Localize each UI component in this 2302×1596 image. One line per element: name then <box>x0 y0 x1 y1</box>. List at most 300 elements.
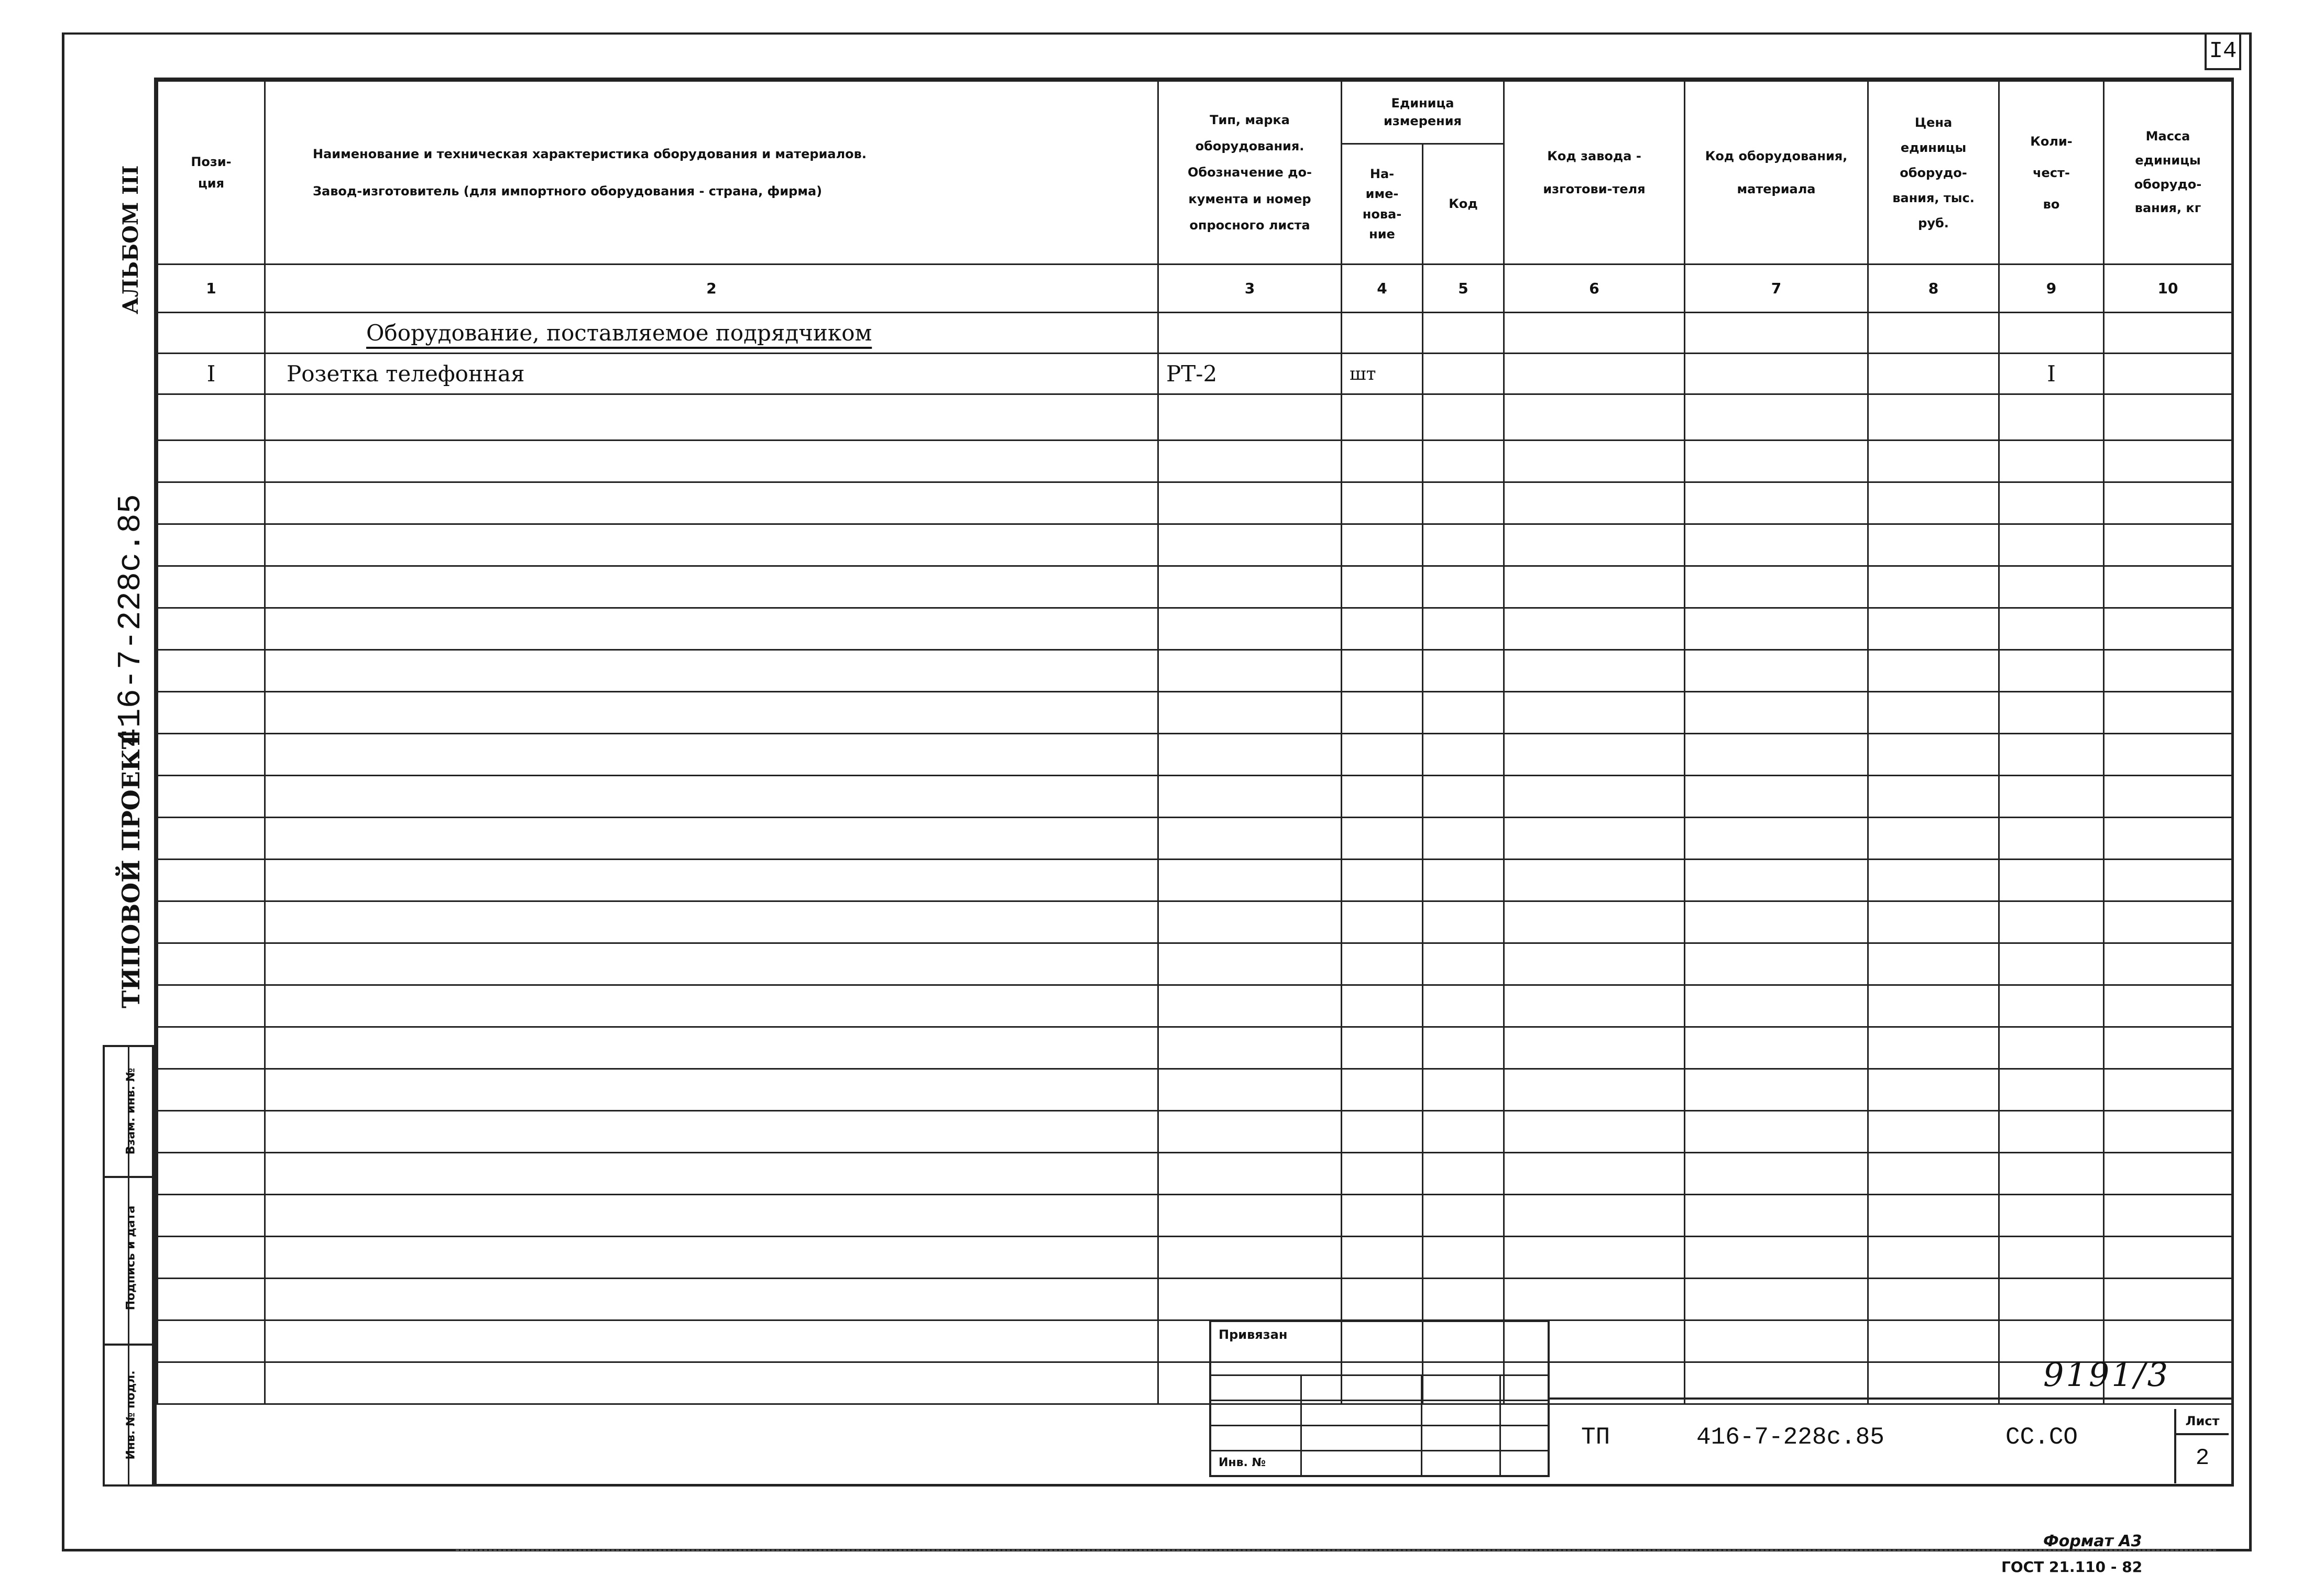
row-unit-code <box>1423 354 1504 394</box>
table-cell <box>158 1320 265 1362</box>
table-cell <box>1423 524 1504 566</box>
row-mass <box>2104 354 2232 394</box>
table-cell <box>158 1153 265 1195</box>
row-item-code <box>1685 354 1868 394</box>
table-cell <box>265 776 1158 818</box>
empty-rows <box>158 394 2232 1404</box>
sheet-label: Лист <box>2176 1409 2229 1435</box>
table-row <box>158 985 2232 1027</box>
table-cell <box>2104 985 2232 1027</box>
table-cell <box>1423 943 1504 985</box>
table-cell <box>1504 1237 1685 1279</box>
table-cell <box>2104 650 2232 692</box>
table-cell <box>1504 482 1685 524</box>
table-cell <box>1999 482 2104 524</box>
table-cell <box>1999 692 2104 734</box>
table-cell <box>265 1153 1158 1195</box>
format-label: Формат А3 <box>2043 1532 2142 1550</box>
table-cell <box>1342 818 1423 860</box>
table-cell <box>2104 1279 2232 1320</box>
table-cell <box>2104 566 2232 608</box>
table-cell <box>158 901 265 943</box>
table-cell <box>1504 1069 1685 1111</box>
table-cell <box>1504 566 1685 608</box>
table-cell <box>1158 818 1342 860</box>
table-cell <box>265 441 1158 482</box>
table-cell <box>1868 901 1999 943</box>
table-cell <box>1158 394 1342 441</box>
table-row <box>158 394 2232 441</box>
header-row-1 <box>158 81 2232 144</box>
table-cell <box>158 692 265 734</box>
colnum-3: 3 <box>1158 265 1342 313</box>
table-cell <box>1504 776 1685 818</box>
table-cell <box>1999 985 2104 1027</box>
table-cell <box>1158 1111 1342 1153</box>
table-row <box>158 1279 2232 1320</box>
table-cell <box>158 608 265 650</box>
table-cell <box>1342 1153 1423 1195</box>
row-qty: I <box>1999 354 2104 394</box>
table-cell <box>1868 1237 1999 1279</box>
table-cell <box>1685 394 1868 441</box>
table-cell <box>1158 650 1342 692</box>
sheet-box <box>2174 1409 2229 1483</box>
table-cell <box>1158 441 1342 482</box>
table-cell <box>265 943 1158 985</box>
table-cell <box>1158 985 1342 1027</box>
table-cell <box>1685 1195 1868 1237</box>
table-cell <box>2104 860 2232 901</box>
table-cell <box>2104 394 2232 441</box>
stamp-label-sign-date: Подпись и дата <box>124 1205 138 1311</box>
table-cell <box>1685 1111 1868 1153</box>
table-cell <box>265 860 1158 901</box>
stamp-label-replace-inv: Взам. инв. № <box>124 1067 138 1155</box>
sheet-number: I4 <box>2205 32 2241 70</box>
table-cell <box>1342 566 1423 608</box>
table-cell <box>158 1027 265 1069</box>
table-cell <box>1423 1195 1504 1237</box>
row-price <box>1868 354 1999 394</box>
table-cell <box>1685 1237 1868 1279</box>
table-cell <box>265 524 1158 566</box>
stamp-column <box>103 1045 154 1487</box>
cut-line <box>456 1549 2216 1551</box>
table-cell <box>2104 901 2232 943</box>
table-cell <box>1158 734 1342 776</box>
table-cell <box>2104 692 2232 734</box>
table-cell <box>158 734 265 776</box>
stamp-label-inv-orig: Инв. № подл. <box>124 1370 138 1460</box>
table-cell <box>1868 1279 1999 1320</box>
table-cell <box>265 1069 1158 1111</box>
table-cell <box>1868 524 1999 566</box>
table-cell <box>1342 1195 1423 1237</box>
table-cell <box>158 818 265 860</box>
table-row <box>158 901 2232 943</box>
table-cell <box>1342 860 1423 901</box>
table-cell <box>1158 608 1342 650</box>
table-cell <box>1868 1111 1999 1153</box>
table-row <box>158 650 2232 692</box>
table-cell <box>1423 901 1504 943</box>
table-cell <box>1868 818 1999 860</box>
table-cell <box>1685 985 1868 1027</box>
table-cell <box>1158 1153 1342 1195</box>
stamp-cell-inv <box>105 1346 152 1487</box>
table-cell <box>158 394 265 441</box>
table-cell <box>1685 692 1868 734</box>
table-cell <box>1868 441 1999 482</box>
handwritten-number: 9191/3 <box>2043 1356 2171 1394</box>
table-cell <box>1158 482 1342 524</box>
table-cell <box>1504 608 1685 650</box>
table-cell <box>1868 566 1999 608</box>
table-cell <box>1504 734 1685 776</box>
table-cell <box>1999 943 2104 985</box>
table-cell <box>1999 1111 2104 1153</box>
table-cell <box>1685 734 1868 776</box>
table-row <box>158 1237 2232 1279</box>
table-row <box>158 734 2232 776</box>
table-cell <box>1423 818 1504 860</box>
table-cell <box>1504 1279 1685 1320</box>
table-cell <box>158 860 265 901</box>
table-cell <box>265 901 1158 943</box>
doc-mark: СС.СО <box>2005 1424 2078 1451</box>
header-position: Пози- ция <box>158 81 265 265</box>
table-cell <box>158 1237 265 1279</box>
table-cell <box>158 441 265 482</box>
table-cell <box>2104 1111 2232 1153</box>
section-row <box>158 313 2232 354</box>
table-cell <box>1504 818 1685 860</box>
table-cell <box>1999 394 2104 441</box>
table-cell <box>1423 482 1504 524</box>
table-cell <box>1685 1153 1868 1195</box>
table-cell <box>2104 1069 2232 1111</box>
table-cell <box>1999 524 2104 566</box>
header-name-line2: Завод-изготовитель (для импортного оборудования - страна, фирма) <box>313 183 823 199</box>
table-cell <box>1868 943 1999 985</box>
table-cell <box>1158 776 1342 818</box>
table-cell <box>1868 650 1999 692</box>
table-cell <box>1504 1153 1685 1195</box>
table-cell <box>158 482 265 524</box>
table-cell <box>1423 1153 1504 1195</box>
table-cell <box>265 650 1158 692</box>
table-row <box>158 482 2232 524</box>
table-row <box>158 1069 2232 1111</box>
table-cell <box>1342 608 1423 650</box>
table-cell <box>1504 1027 1685 1069</box>
table-cell <box>1158 860 1342 901</box>
table-cell <box>1999 818 2104 860</box>
table-cell <box>1423 985 1504 1027</box>
table-row <box>158 524 2232 566</box>
table-cell <box>1342 985 1423 1027</box>
colnum-4: 4 <box>1342 265 1423 313</box>
table-row <box>158 818 2232 860</box>
table-cell <box>2104 482 2232 524</box>
table-cell <box>1504 985 1685 1027</box>
header-qty: Коли-чест-во <box>1999 81 2104 265</box>
table-cell <box>1423 1111 1504 1153</box>
table-cell <box>1158 943 1342 985</box>
table-cell <box>1685 860 1868 901</box>
table-cell <box>265 1237 1158 1279</box>
table-cell <box>1423 650 1504 692</box>
spine-project-type: ТИПОВОЙ ПРОЕКТ <box>117 731 145 1008</box>
table-cell <box>1342 776 1423 818</box>
table-cell <box>1685 650 1868 692</box>
table-cell <box>1999 566 2104 608</box>
table-cell <box>1504 1195 1685 1237</box>
table-cell <box>1342 901 1423 943</box>
title-strip <box>1550 1397 2234 1487</box>
stamp-cell-sign <box>105 1178 152 1346</box>
table-cell <box>1342 692 1423 734</box>
header-unit-name: На-име-нова-ние <box>1342 144 1423 265</box>
row-maker-code <box>1504 354 1685 394</box>
table-cell <box>1999 776 2104 818</box>
header-item-code: Код оборудования, материала <box>1685 81 1868 265</box>
row-type: РТ-2 <box>1158 354 1342 394</box>
table-row <box>158 1320 2232 1362</box>
table-cell <box>1423 441 1504 482</box>
colnum-6: 6 <box>1504 265 1685 313</box>
table-cell <box>1423 1069 1504 1111</box>
table-cell <box>1504 1111 1685 1153</box>
spine-project-code: 416-7-228с.85 <box>112 494 149 747</box>
table-cell <box>1423 566 1504 608</box>
table-cell <box>265 985 1158 1027</box>
table-cell <box>1999 608 2104 650</box>
table-cell <box>1685 901 1868 943</box>
table-cell <box>265 692 1158 734</box>
table-cell <box>158 1279 265 1320</box>
table-cell <box>1685 441 1868 482</box>
table-cell <box>1868 776 1999 818</box>
table-cell <box>1868 692 1999 734</box>
table-cell <box>1999 650 2104 692</box>
table-cell <box>1158 1069 1342 1111</box>
table-cell <box>158 1111 265 1153</box>
table-cell <box>265 1362 1158 1404</box>
table-cell <box>1504 943 1685 985</box>
table-cell <box>1685 1027 1868 1069</box>
table-cell <box>1158 901 1342 943</box>
colnum-8: 8 <box>1868 265 1999 313</box>
table-row <box>158 776 2232 818</box>
row-unit: шт <box>1342 354 1423 394</box>
table-cell <box>1342 1111 1423 1153</box>
colnum-5: 5 <box>1423 265 1504 313</box>
colnum-10: 10 <box>2104 265 2232 313</box>
table-cell <box>158 943 265 985</box>
tp-label: ТП <box>1581 1424 1610 1451</box>
header-price: Цена единицы оборудо-вания, тыс. руб. <box>1868 81 1999 265</box>
table-row <box>158 1027 2232 1069</box>
table-cell <box>265 1195 1158 1237</box>
table-cell <box>1868 985 1999 1027</box>
table-cell <box>1685 1279 1868 1320</box>
table-row <box>158 354 2232 394</box>
table-cell <box>1423 734 1504 776</box>
table-cell <box>1158 1195 1342 1237</box>
table-cell <box>265 1320 1158 1362</box>
table-cell <box>265 818 1158 860</box>
table-cell <box>1504 441 1685 482</box>
table-cell <box>1868 1027 1999 1069</box>
table-cell <box>1868 394 1999 441</box>
table-cell <box>1342 1279 1423 1320</box>
sheet-value: 2 <box>2195 1445 2210 1471</box>
table-cell <box>158 524 265 566</box>
header-unit-code: Код <box>1423 144 1504 265</box>
table-cell <box>1999 901 2104 943</box>
table-cell <box>1342 441 1423 482</box>
table-cell <box>1342 943 1423 985</box>
table-cell <box>1504 692 1685 734</box>
approved-box <box>1209 1320 1550 1477</box>
header-mass: Масса единицы оборудо-вания, кг <box>2104 81 2232 265</box>
colnum-9: 9 <box>1999 265 2104 313</box>
table-cell <box>265 608 1158 650</box>
table-cell <box>1158 524 1342 566</box>
table-cell <box>158 566 265 608</box>
table-cell <box>1423 608 1504 650</box>
table-cell <box>158 1069 265 1111</box>
table-cell <box>1868 860 1999 901</box>
table-cell <box>1504 901 1685 943</box>
table-cell <box>1423 1237 1504 1279</box>
table-row <box>158 943 2232 985</box>
table-cell <box>1999 734 2104 776</box>
table-cell <box>1342 482 1423 524</box>
table-cell <box>1999 860 2104 901</box>
colnum-1: 1 <box>158 265 265 313</box>
table-cell <box>1685 524 1868 566</box>
table-cell <box>1868 734 1999 776</box>
table-cell <box>1342 1027 1423 1069</box>
table-cell <box>158 1362 265 1404</box>
table-cell <box>1868 608 1999 650</box>
table-cell <box>265 482 1158 524</box>
table-cell <box>1999 1279 2104 1320</box>
table-cell <box>1342 524 1423 566</box>
table-row <box>158 860 2232 901</box>
table-cell <box>1999 441 2104 482</box>
table-cell <box>1423 692 1504 734</box>
doc-code: 416-7-228с.85 <box>1696 1424 1884 1451</box>
row-position: I <box>158 354 265 394</box>
column-number-row <box>158 265 2232 313</box>
table-cell <box>1504 394 1685 441</box>
table-row <box>158 441 2232 482</box>
colnum-2: 2 <box>265 265 1158 313</box>
table-cell <box>2104 441 2232 482</box>
table-cell <box>2104 1237 2232 1279</box>
table-cell <box>1685 566 1868 608</box>
table-cell <box>1423 776 1504 818</box>
specification-table <box>157 80 2233 1405</box>
table-cell <box>1999 1195 2104 1237</box>
header-name <box>265 81 1158 265</box>
table-cell <box>1868 1069 1999 1111</box>
table-cell <box>158 1195 265 1237</box>
table-cell <box>1504 524 1685 566</box>
table-cell <box>1504 650 1685 692</box>
table-cell <box>1158 1027 1342 1069</box>
header-name-line1: Наименование и техническая характеристика оборудования и материалов. <box>313 146 867 161</box>
table-cell <box>1999 1069 2104 1111</box>
inv-no-label: Инв. № <box>1219 1456 1266 1469</box>
stamp-cell-replace <box>105 1047 152 1178</box>
table-cell <box>1685 776 1868 818</box>
table-cell <box>158 776 265 818</box>
gost-label: ГОСТ 21.110 - 82 <box>2001 1558 2143 1576</box>
table-cell <box>265 734 1158 776</box>
table-cell <box>2104 1195 2232 1237</box>
table-cell <box>1685 482 1868 524</box>
table-cell <box>265 566 1158 608</box>
row-name: Розетка телефонная <box>265 354 1158 394</box>
table-cell <box>265 394 1158 441</box>
table-cell <box>1999 1237 2104 1279</box>
table-row <box>158 566 2232 608</box>
table-cell <box>1158 692 1342 734</box>
header-maker-code: Код завода - изготови-теля <box>1504 81 1685 265</box>
table-cell <box>1999 1027 2104 1069</box>
table-cell <box>1342 394 1423 441</box>
table-cell <box>158 650 265 692</box>
table-cell <box>2104 1027 2232 1069</box>
table-cell <box>1685 1320 1868 1362</box>
table-row <box>158 1153 2232 1195</box>
table-cell <box>1423 1279 1504 1320</box>
table-cell <box>2104 1153 2232 1195</box>
table-cell <box>265 1111 1158 1153</box>
header-type: Тип, марка оборудования. Обозначение до-кумента и номер опросного листа <box>1158 81 1342 265</box>
table-row <box>158 608 2232 650</box>
table-cell <box>2104 524 2232 566</box>
table-cell <box>1999 1153 2104 1195</box>
table-cell <box>1342 1069 1423 1111</box>
table-cell <box>2104 734 2232 776</box>
table-cell <box>1342 734 1423 776</box>
section-title: Оборудование, поставляемое подрядчиком <box>265 313 1158 354</box>
table-cell <box>265 1279 1158 1320</box>
spine-album: АЛЬБОМ III <box>118 165 143 314</box>
table-cell <box>2104 776 2232 818</box>
table-cell <box>1685 818 1868 860</box>
table-cell <box>1158 1237 1342 1279</box>
table-cell <box>1342 1237 1423 1279</box>
approved-label: Привязан <box>1219 1327 1288 1342</box>
table-cell <box>1158 566 1342 608</box>
table-cell <box>1685 943 1868 985</box>
header-unit-group: Единица измерения <box>1342 81 1504 144</box>
table-cell <box>2104 608 2232 650</box>
table-cell <box>1685 608 1868 650</box>
table-cell <box>1685 1069 1868 1111</box>
table-cell <box>1868 1320 1999 1362</box>
table-cell <box>1868 1195 1999 1237</box>
table-cell <box>1158 1279 1342 1320</box>
table-row <box>158 1111 2232 1153</box>
